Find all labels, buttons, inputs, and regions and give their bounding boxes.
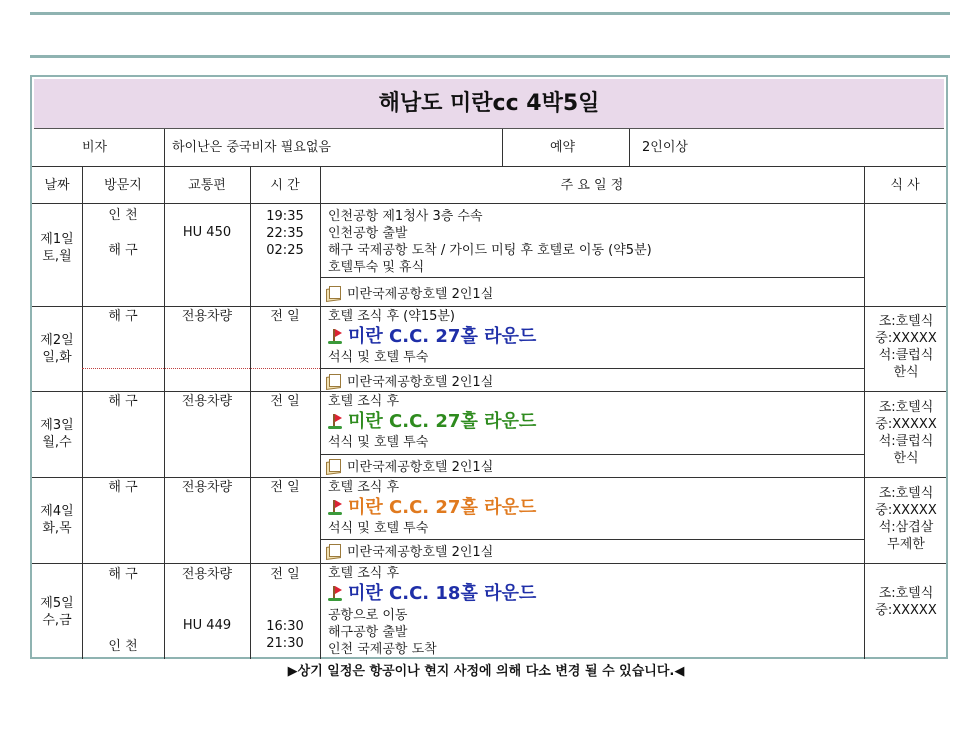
day5-date: 제5일 수,금 bbox=[40, 596, 74, 628]
hotel-icon bbox=[326, 544, 341, 558]
day4-breakfast: 호텔 조식 후 bbox=[328, 480, 400, 495]
golf-flag-icon bbox=[328, 413, 342, 429]
hotel-icon bbox=[326, 286, 341, 300]
day2-breakfast: 호텔 조식 후 (약15분) bbox=[328, 309, 455, 324]
day2-dinner: 석식 및 호텔 투숙 bbox=[328, 350, 429, 365]
day1-flight: HU 450 bbox=[182, 225, 232, 240]
day4-transport: 전용차량 bbox=[181, 480, 233, 495]
day4-meals: 조:호텔식 중:XXXXX 석:삼겹살 무제한 bbox=[875, 486, 937, 552]
day2-meals: 조:호텔식 중:XXXXX 석:클럽식 한식 bbox=[875, 314, 937, 380]
header-transport: 교통편 bbox=[188, 178, 226, 193]
golf-flag-icon bbox=[328, 499, 342, 515]
day5-round: 미란 C.C. 18홀 라운드 bbox=[328, 583, 536, 605]
header-meal: 식 사 bbox=[890, 178, 920, 193]
day2-date: 제2일 일,화 bbox=[40, 333, 74, 365]
booking-label: 예약 bbox=[550, 140, 576, 155]
day5-transport: 전용차량 bbox=[181, 567, 233, 582]
day3-transport: 전용차량 bbox=[181, 394, 233, 409]
day2-time: 전 일 bbox=[270, 309, 300, 324]
day4-hotel: 미란국제공항호텔 2인1실 bbox=[326, 544, 493, 561]
day1-hotel: 미란국제공항호텔 2인1실 bbox=[326, 286, 493, 303]
day3-time: 전 일 bbox=[270, 394, 300, 409]
header-place: 방문지 bbox=[104, 178, 142, 193]
second-rule bbox=[30, 55, 950, 58]
day5-times: 16:30 21:30 bbox=[266, 619, 304, 651]
day5-flight: HU 449 bbox=[182, 618, 232, 633]
day2-hotel: 미란국제공항호텔 2인1실 bbox=[326, 374, 493, 391]
day2-round: 미란 C.C. 27홀 라운드 bbox=[328, 326, 536, 348]
golf-flag-icon bbox=[328, 328, 342, 344]
day1-schedule: 인천공항 제1청사 3층 수속 인천공항 출발 해구 국제공항 도착 / 가이드 미팅 후 호텔로 이동 (약5분) 호텔투숙 및 휴식 bbox=[328, 209, 652, 275]
header-date: 날짜 bbox=[44, 178, 70, 193]
page-title: 해남도 미란cc 4박5일 bbox=[34, 79, 944, 129]
day3-breakfast: 호텔 조식 후 bbox=[328, 394, 400, 409]
day4-place: 해 구 bbox=[108, 480, 138, 495]
day5-time: 전 일 bbox=[270, 567, 300, 582]
day1-date: 제1일 토,월 bbox=[40, 232, 74, 264]
golf-flag-icon bbox=[328, 585, 342, 601]
day1-place-bottom: 해 구 bbox=[108, 243, 138, 258]
day5-place-top: 해 구 bbox=[108, 567, 138, 582]
visa-value: 하이난은 중국비자 필요없음 bbox=[172, 140, 331, 155]
day3-date: 제3일 월,수 bbox=[40, 418, 74, 450]
day5-meals: 조:호텔식 중:XXXXX bbox=[875, 586, 937, 618]
day4-date: 제4일 화,목 bbox=[40, 504, 74, 536]
day2-place: 해 구 bbox=[108, 309, 138, 324]
day3-hotel: 미란국제공항호텔 2인1실 bbox=[326, 459, 493, 476]
top-rule bbox=[30, 12, 950, 15]
day5-place-bottom: 인 천 bbox=[108, 639, 138, 654]
header-time: 시 간 bbox=[270, 178, 300, 193]
hotel-icon bbox=[326, 374, 341, 388]
day2-transport: 전용차량 bbox=[181, 309, 233, 324]
day4-dinner: 석식 및 호텔 투숙 bbox=[328, 521, 429, 536]
header-schedule: 주 요 일 정 bbox=[560, 178, 624, 193]
day1-times: 19:35 22:35 02:25 bbox=[266, 209, 304, 258]
day3-meals: 조:호텔식 중:XXXXX 석:클럽식 한식 bbox=[875, 400, 937, 466]
disclaimer-note: ▶상기 일정은 항공이나 현지 사정에 의해 다소 변경 될 수 있습니다.◀ bbox=[287, 664, 685, 679]
day3-round: 미란 C.C. 27홀 라운드 bbox=[328, 411, 536, 433]
booking-value: 2인이상 bbox=[642, 140, 688, 155]
visa-label: 비자 bbox=[82, 140, 108, 155]
day3-place: 해 구 bbox=[108, 394, 138, 409]
day5-breakfast: 호텔 조식 후 bbox=[328, 566, 400, 581]
itinerary-table bbox=[30, 75, 948, 659]
hotel-icon bbox=[326, 459, 341, 473]
day4-time: 전 일 bbox=[270, 480, 300, 495]
day1-place-top: 인 천 bbox=[108, 208, 138, 223]
day4-round: 미란 C.C. 27홀 라운드 bbox=[328, 497, 536, 519]
day3-dinner: 석식 및 호텔 투숙 bbox=[328, 435, 429, 450]
day5-departure: 공항으로 이동 해구공항 출발 인천 국제공항 도착 bbox=[328, 608, 437, 657]
